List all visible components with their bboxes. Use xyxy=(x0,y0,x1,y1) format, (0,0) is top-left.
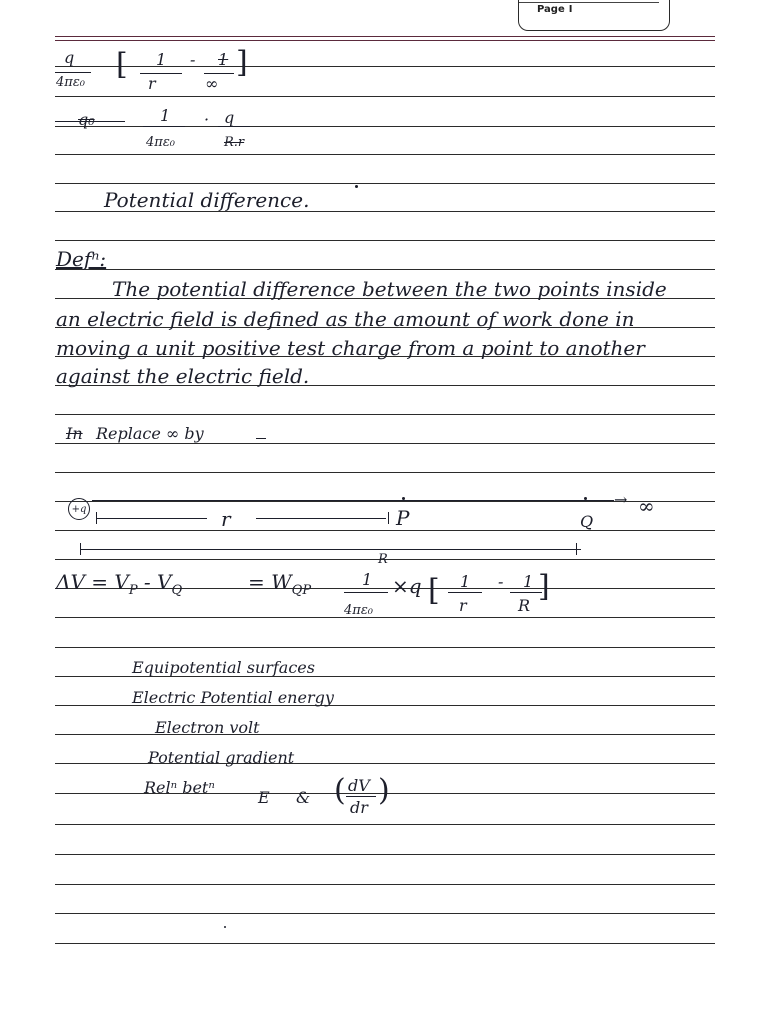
point-p-tick xyxy=(388,512,389,524)
ruled-line xyxy=(55,530,715,531)
definition-line-3: moving a unit positive test charge from a point to another xyxy=(56,336,645,360)
relation-dv: dV xyxy=(348,776,370,795)
formula2-lhs: q₀ xyxy=(78,110,95,129)
point-q-label: Q xyxy=(580,512,594,531)
formula3-lhs-mid: - V xyxy=(137,570,172,594)
formula2-dot: · xyxy=(204,110,210,129)
formula3-lhs-sub-p: P xyxy=(128,583,138,598)
formula3-lhs-sub-q: Q xyxy=(171,583,183,598)
formula1-coef-denominator: 4πε₀ xyxy=(56,75,86,90)
replace-note-prefix: In xyxy=(66,424,83,443)
point-p-dot xyxy=(402,497,405,500)
r-label: r xyxy=(221,507,231,531)
formula3-work-sub: QP xyxy=(291,583,312,598)
formula3-left-bracket: [ xyxy=(428,573,440,608)
relation-left-paren: ( xyxy=(334,773,346,808)
topic-item: Electron volt xyxy=(155,718,260,737)
big-r-end-tick xyxy=(576,543,577,555)
r-span-left xyxy=(97,518,207,519)
formula3-work xyxy=(248,572,311,597)
ink-speck xyxy=(224,926,226,928)
topic-item: Electric Potential energy xyxy=(132,688,334,707)
formula3-times-q: ×q xyxy=(392,574,422,598)
point-q-dot xyxy=(584,497,587,500)
ruled-line xyxy=(55,96,715,97)
definition-line-4: against the electric field. xyxy=(56,364,310,388)
page-number: I xyxy=(568,4,573,15)
formula1-term1-fraction-bar xyxy=(140,73,182,74)
formula2-frac1-denominator: 4πε₀ xyxy=(146,135,176,150)
r-span-right xyxy=(256,518,386,519)
big-r-span xyxy=(81,549,581,550)
relation-dr: dr xyxy=(350,798,368,817)
formula1-left-bracket: [ xyxy=(116,47,128,82)
topic-item: Equipotential surfaces xyxy=(132,658,315,677)
replace-note: Replace ∞ by xyxy=(96,424,204,443)
formula1-right-bracket: ] xyxy=(236,45,248,80)
definition-line-1: The potential difference between the two points inside xyxy=(112,277,667,301)
ruled-line xyxy=(55,943,715,944)
relation-e: E xyxy=(258,788,270,807)
ruled-line xyxy=(55,472,715,473)
page-label xyxy=(537,4,572,15)
infinity-arrow-icon: → xyxy=(614,490,628,509)
ruled-line xyxy=(55,154,715,155)
ink-speck xyxy=(355,185,358,188)
charge-circle xyxy=(68,498,90,520)
ruled-line xyxy=(55,269,715,270)
charge-label: +q xyxy=(71,503,87,515)
ruled-line xyxy=(55,824,715,825)
formula3-term1-numerator: 1 xyxy=(460,572,471,591)
formula2-frac1-numerator: 1 xyxy=(160,106,171,125)
formula1-coef-numerator: q xyxy=(64,48,75,67)
point-p-label: P xyxy=(396,506,410,530)
ruled-line xyxy=(55,913,715,914)
formula2-frac1-bar xyxy=(143,126,185,127)
formula3-frac-denominator: 4πε₀ xyxy=(344,603,374,618)
replace-note-dash xyxy=(256,438,266,439)
formula2-frac2-denominator: R.r xyxy=(224,135,245,150)
formula2-frac2-bar xyxy=(218,126,250,127)
formula3-right-bracket: ] xyxy=(538,569,550,604)
page-word: Page xyxy=(537,4,565,15)
formula3-term2-denominator: R xyxy=(518,596,531,615)
formula3-term2-numerator: 1 xyxy=(523,572,534,591)
big-r-label: R xyxy=(378,552,388,567)
definition-line-2: an electric field is defined as the amount of work done in xyxy=(56,307,635,331)
formula3-lhs xyxy=(56,572,182,597)
definition-label: Defⁿ: xyxy=(56,247,107,271)
ruled-line xyxy=(55,647,715,648)
infinity-symbol: ∞ xyxy=(638,494,655,518)
formula2-lead-line xyxy=(55,121,125,122)
formula3-term1-bar xyxy=(448,592,482,593)
header-line-bottom xyxy=(55,40,715,41)
topic-item: Relⁿ betⁿ xyxy=(144,778,215,797)
formula3-frac-numerator: 1 xyxy=(362,570,373,589)
formula1-term2-denominator: ∞ xyxy=(205,74,219,93)
relation-fraction-bar xyxy=(346,796,376,797)
formula3-minus: - xyxy=(498,572,504,591)
ruled-line xyxy=(55,183,715,184)
ruled-line xyxy=(55,240,715,241)
formula1-minus: - xyxy=(190,50,196,69)
page-number-box xyxy=(518,0,670,31)
ruled-line xyxy=(55,443,715,444)
relation-right-paren: ) xyxy=(378,773,390,808)
section-heading: Potential difference. xyxy=(104,188,310,212)
formula3-frac-bar xyxy=(344,592,388,593)
formula3-lhs-text: ΔV = V xyxy=(56,570,129,594)
ruled-line xyxy=(55,734,715,735)
ruled-line xyxy=(55,66,715,67)
formula1-term1-denominator: r xyxy=(148,74,156,93)
ruled-line xyxy=(55,414,715,415)
ruled-line xyxy=(55,854,715,855)
topic-item: Potential gradient xyxy=(148,748,295,767)
relation-ampersand: & xyxy=(296,788,311,807)
formula1-term1-numerator: 1 xyxy=(156,50,167,69)
formula3-term1-denominator: r xyxy=(459,596,467,615)
formula1-coef-fraction-bar xyxy=(55,72,91,73)
formula3-work-text: = W xyxy=(248,570,292,594)
ruled-line xyxy=(55,884,715,885)
formula1-term2-numerator: 1 xyxy=(218,50,229,69)
header-line-top xyxy=(55,36,715,37)
ruled-line xyxy=(55,617,715,618)
axis-line-to-infinity xyxy=(92,500,614,501)
formula2-frac2-numerator: q xyxy=(224,108,235,127)
